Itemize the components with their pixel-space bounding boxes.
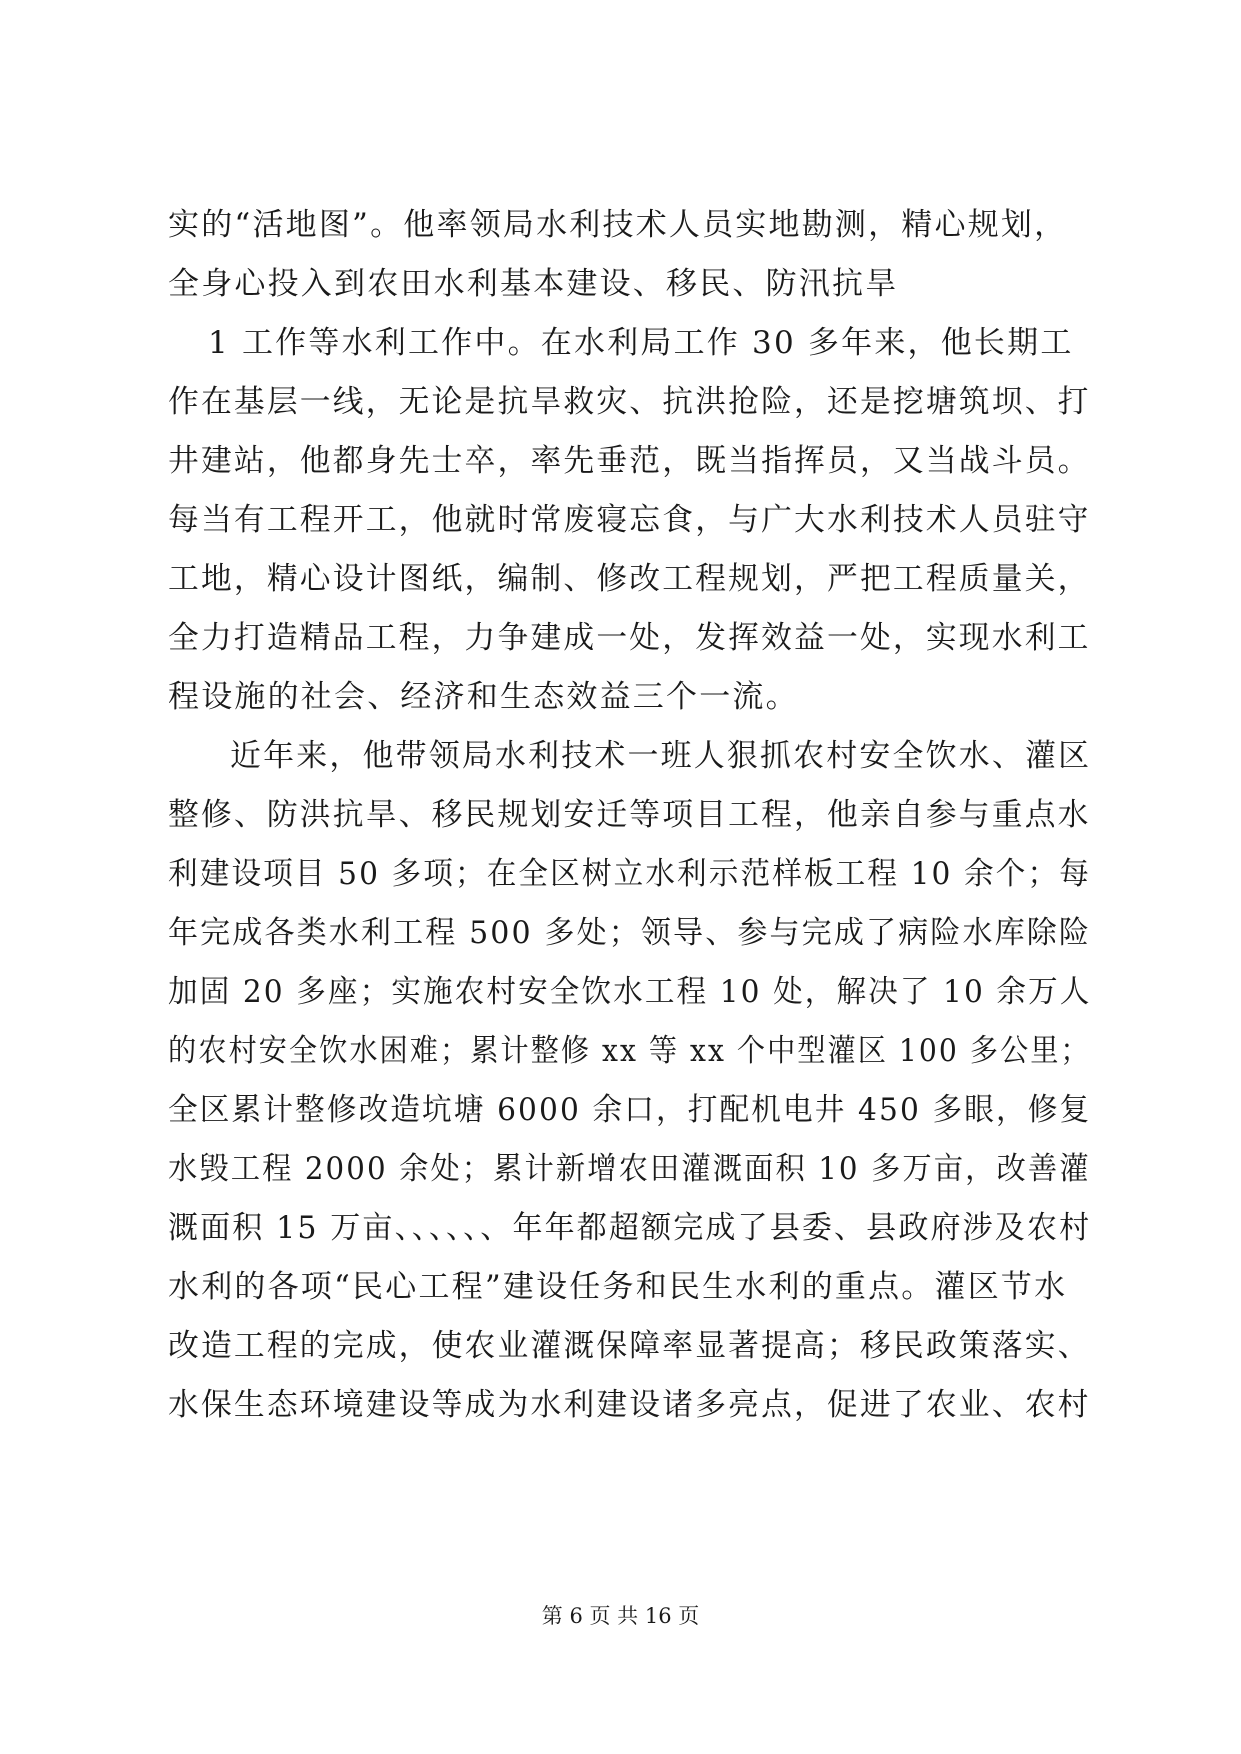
body-text-line: 实的“活地图”。他率领局水利技术人员实地勘测，精心规划， <box>168 207 1068 243</box>
body-text-line: 加固 20 多座；实施农村安全饮水工程 10 处，解决了 10 余万人 <box>168 974 1092 1010</box>
body-text-line: 近年来，他带领局水利技术一班人狠抓农村安全饮水、灌区 <box>230 738 1092 774</box>
body-text-line: 井建站，他都身先士卒，率先垂范，既当指挥员，又当战斗员。 <box>168 443 1091 479</box>
body-text-line: 溉面积 15 万亩、、、、、、年年都超额完成了县委、县政府涉及农村 <box>168 1210 1092 1246</box>
body-text-line: 年完成各类水利工程 500 多处；领导、参与完成了病险水库除险 <box>168 915 1092 951</box>
body-text-line: 全力打造精品工程，力争建成一处，发挥效益一处，实现水利工 <box>168 620 1091 656</box>
body-text-line: 工地，精心设计图纸，编制、修改工程规划，严把工程质量关， <box>168 561 1091 597</box>
body-text-line: 水利的各项“民心工程”建设任务和民生水利的重点。灌区节水 <box>168 1269 1068 1305</box>
body-text-line: 改造工程的完成，使农业灌溉保障率显著提高；移民政策落实、 <box>168 1328 1091 1364</box>
body-text-line: 程设施的社会、经济和生态效益三个一流。 <box>168 679 799 715</box>
body-text-line: 作在基层一线，无论是抗旱救灾、抗洪抢险，还是挖塘筑坝、打 <box>168 384 1091 420</box>
page-number-footer: 第 6 页 共 16 页 <box>541 1604 700 1628</box>
body-text-line: 每当有工程开工，他就时常废寝忘食，与广大水利技术人员驻守 <box>168 502 1091 538</box>
body-text-line: 整修、防洪抗旱、移民规划安迁等项目工程，他亲自参与重点水 <box>168 797 1091 833</box>
body-text-line: 的农村安全饮水困难；累计整修 xx 等 xx 个中型灌区 100 多公里； <box>168 1033 1091 1069</box>
body-text-line: 水毁工程 2000 余处；累计新增农田灌溉面积 10 多万亩，改善灌 <box>168 1151 1091 1187</box>
body-text-line: 全区累计整修改造坑塘 6000 余口，打配机电井 450 多眼，修复 <box>168 1092 1092 1128</box>
body-text-line: 利建设项目 50 多项；在全区树立水利示范样板工程 10 余个；每 <box>168 856 1091 892</box>
body-text-line: 水保生态环境建设等成为水利建设诸多亮点，促进了农业、农村 <box>168 1387 1091 1423</box>
body-text-line: 全身心投入到农田水利基本建设、移民、防汛抗旱 <box>168 266 899 302</box>
body-text-line: 1 工作等水利工作中。在水利局工作 30 多年来，他长期工 <box>208 325 1074 361</box>
